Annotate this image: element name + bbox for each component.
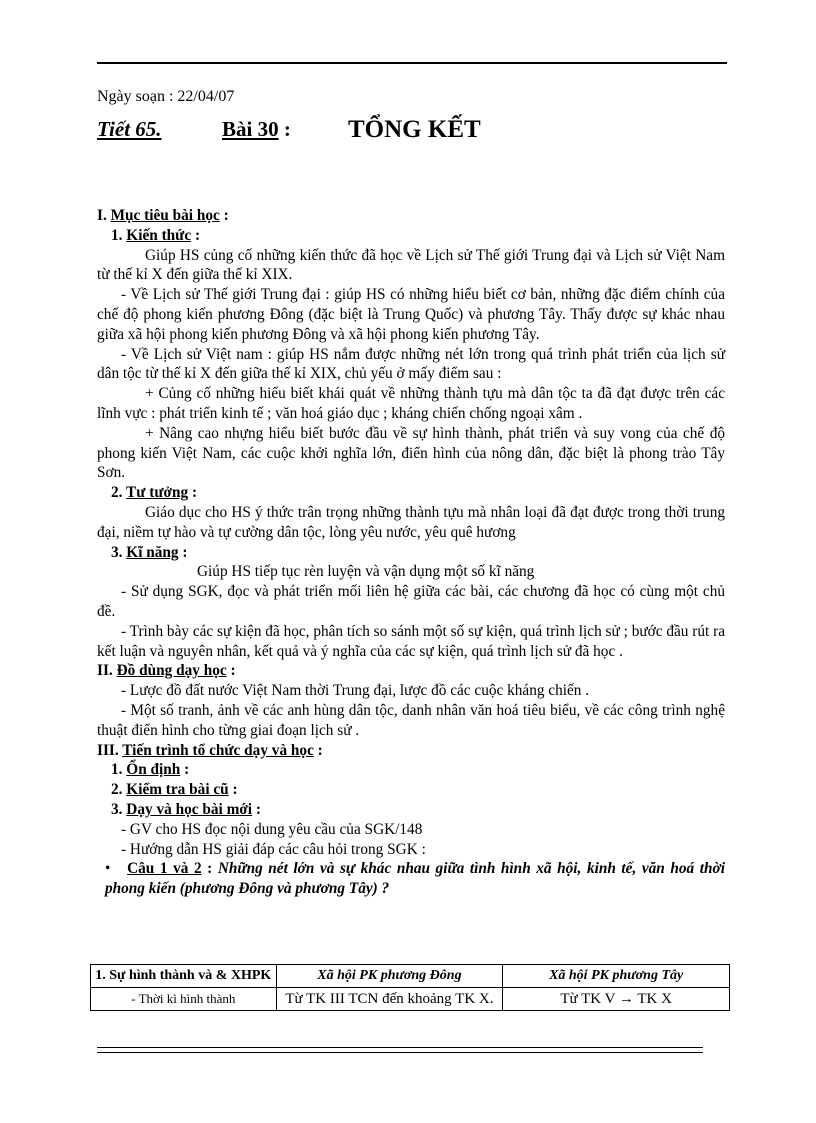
step-title: Kiểm tra bài cũ [126,781,229,799]
kinang-tail: : [178,543,188,561]
paragraph: - GV cho HS đọc nội dung yêu cầu của SGK/148 [121,820,423,838]
paragraph: Giáo dục cho HS ý thức trân trọng những thành tựu mà nhân loại đã đạt được trong thời trung đại, niềm tự hào và tự cường dân tộc, lòng yêu nước, yêu quê hương [97,503,725,541]
section2-tail: : [226,662,236,680]
kinang-num: 3. [111,543,127,561]
table-cell: Từ TK V → TK X [503,988,730,1011]
tutuong-heading [97,483,725,503]
table-cell: - Thời kì hình thành [91,988,277,1011]
step-num: 1. [111,761,127,779]
step-tail: : [252,800,261,818]
step-dayhoc [97,800,725,820]
table-cell: Từ TK III TCN đến khoảng TK X. [276,988,503,1011]
paragraph: Giúp HS củng cố những kiến thức đã học về Lịch sử Thế giới Trung đại và Lịch sử Việt Nam từ thế kỉ X đến giữa thế kỉ XIX. [97,246,725,284]
paragraph: - Về Lịch sử Việt nam : giúp HS nắm được những nét lớn trong quá trình phát triển của lịch sử dân tộc từ thế kỉ X đến giữa thế kỉ XIX, chủ yếu ở mấy điểm sau : [97,345,725,383]
unit-label: Bài 30 [222,117,279,141]
unit-colon: : [278,117,291,141]
comparison-table [90,964,730,1011]
table-header-row [91,965,730,988]
section2-num: II. [97,662,117,680]
paragraph: + Củng cố những hiểu biết khái quát về những thành tựu mà dân tộc ta đã đạt được trên các lĩnh vực : phát triển kinh tế ; văn hoá giáo dục ; kháng chiến chống ngoại xâm . [97,385,725,422]
kienthuc-num: 1. [111,226,127,244]
paragraph: - Hướng dẫn HS giải đáp các câu hỏi trong SGK : [121,840,426,858]
paragraph: - Về Lịch sử Thế giới Trung đại : giúp HS có những hiểu biết cơ bản, những đặc điểm chính của chế độ phong kiến phương Đông (đặc biệt là Trung Quốc) và phương Tây. Thấy được sự khác nhau giữa xã hội phong kiến phương Đông và xã hội phong kiến phương Tây. [97,286,725,343]
section3-heading [97,741,725,761]
kienthuc-heading [97,226,725,246]
section2-heading [97,661,725,681]
document-body [97,206,725,899]
step-ondinh [97,760,725,780]
date-line: Ngày soạn : 22/04/07 [97,88,235,105]
paragraph: - Trình bày các sự kiện đã học, phân tích so sánh một số sự kiện, quá trình lịch sử ; bước đầu rút ra kết luận và nguyên nhân, kết quả và ý nghĩa của các sự kiện, quá trình lịch sử đã học . [97,622,725,660]
paragraph: + Nâng cao nhựng hiểu biết bước đầu về sự hình thành, phát triển và suy vong của chế độ phong kiến Việt Nam, các cuộc khởi nghĩa lớn, điển hình của nông dân, đặc biệt là phong trào Tây Sơn. [97,424,725,482]
paragraph: - Một số tranh, ảnh về các anh hùng dân tộc, danh nhân văn hoá tiêu biểu, về các công trình nghệ thuật điển hình cho từng giai đoạn lịch sử . [97,701,725,739]
section2-title: Đồ dùng dạy học [116,662,227,680]
kienthuc-title: Kiến thức [126,226,192,244]
step-title: Dạy và học bài mới [126,800,253,818]
step-tail: : [228,781,238,799]
table-row [91,988,730,1011]
step-num: 2. [111,781,127,799]
step-num: 3. [111,800,127,818]
kinang-heading [97,543,725,563]
question-text: Những nét lớn và sự khác nhau giữa tình hình xã hội, kinh tế, văn hoá thời phong kiến (phương Đông và phương Tây) ? [105,860,725,898]
paragraph: - Sử dụng SGK, đọc và phát triển mối liên hệ giữa các bài, các chương đã học có cùng một chủ đề. [97,583,725,620]
question-colon: : [201,860,218,878]
section3-num: III. [97,741,123,759]
table-header-cell: Xã hội PK phương Tây [503,965,730,988]
section1-heading [97,206,725,226]
tutuong-title: Tư tưởng [126,484,189,502]
section3-tail: : [313,741,323,759]
tutuong-tail: : [188,484,198,502]
bottom-rule [97,1047,703,1053]
paragraph: - Lược đồ đất nước Việt Nam thời Trung đại, lược đồ các cuộc kháng chiến . [121,682,590,700]
section1-num: I. [97,207,111,224]
kinang-title: Kĩ năng [126,543,179,561]
step-tail: : [180,761,190,779]
question-line [97,859,725,899]
bullet-icon: • [105,860,111,878]
section3-title: Tiến trình tổ chức dạy và học [122,741,314,759]
step-title: Ổn định [126,761,181,779]
page-title: TỔNG KẾT [348,116,481,143]
tutuong-num: 2. [111,484,127,502]
unit-number [222,117,291,142]
top-rule [97,62,727,64]
lesson-number: Tiết 65. [97,117,162,141]
kienthuc-tail: : [191,226,201,244]
table-header-cell: Xã hội PK phương Đông [276,965,503,988]
section1-tail: : [219,207,229,224]
table-header-cell: 1. Sự hình thành và & XHPK [91,965,277,988]
section1-title: Mục tiêu bài học [110,207,220,224]
question-label: Câu 1 và 2 [127,860,202,878]
step-kiemtra [97,780,725,800]
paragraph: Giúp HS tiếp tục rèn luyện và vận dụng một số kĩ năng [197,563,535,581]
